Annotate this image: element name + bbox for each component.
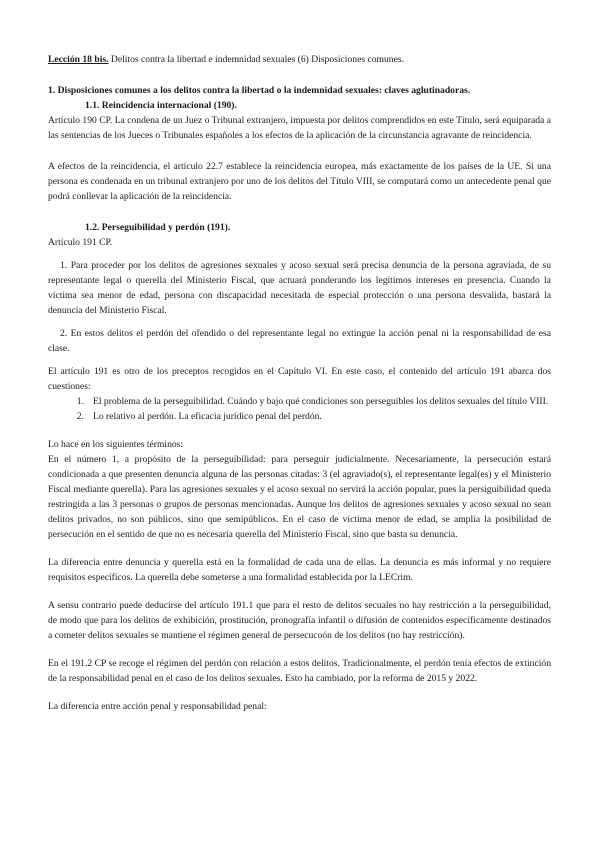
article-191-point-2: 2. En estos delitos el perdón del ofendido o del representante legal no extingue la acción penal ni la responsabilidad de esa clase. — [48, 328, 551, 354]
lesson-label: Lección 18 bis. — [48, 54, 109, 65]
pardon-regime-paragraph: En el 191.2 CP se recoge el régimen del perdón con relación a estos delitos. Tradicionalmente, el perdón tenía efectos de extinción de la responsabilidad penal en el caso de los delitos sexuales. Esto ha cambiado, por la reforma de 2015 y 2022. — [48, 658, 551, 684]
document-page — [48, 52, 551, 714]
perseguibility-paragraph: En el número 1, a propósito de la perseguibilidad: para perseguir judicialmente. Necesariamente, la persecución estará condicionada a que presenten denuncia alguna de las personas citadas: 3 (el agraviado(s), el representante legal(es) y el Ministerio Fiscal mediante querella). Para las agresiones sexuales y el acoso sexual no servirá la acción popular, pues la persiguibilidad queda restringida a las 3 personas o grupos de personas mencionadas. Aunque los delitos de agresiones sexuales y acoso sexual no sean delitos privados, no son públicos, sino que semipúblicos. En el caso de víctima menor de edad, se amplía la posibilidad de persecución en el sentido de que no es necesaria querella del Ministerio Fiscal, sino que basta su denuncia. — [48, 454, 551, 540]
issues-list — [48, 394, 551, 424]
list-item — [48, 394, 551, 409]
terms-intro-line: Lo hace en los siguientes términos: — [48, 439, 184, 450]
list-item-number: 2. — [76, 411, 84, 422]
list-item-text: Lo relativo al perdón. La eficacia jurídico penal del perdón. — [93, 411, 322, 422]
article-191-point-1: 1. Para proceder por los delitos de agresiones sexuales y acoso sexual será precisa denuncia de la persona agraviada, de su representante legal o querella del Ministerio Fiscal, que actuará ponderando los legítimos intereses en presencia. Cuando la víctima sea menor de edad, persona con discapacidad necesitada de especial protección o una persona desvalida, bastará la denuncia del Ministerio Fiscal. — [48, 260, 551, 316]
lesson-heading — [48, 52, 551, 67]
article-190-paragraph: Artículo 190 CP. La condena de un Juez o Tribunal extranjero, impuesta por delitos comprendidos en este Título, será equiparada a las sentencias de los Jueces o Tribunales españoles a los efectos de la aplicación de la circunstancia agravante de reincidencia. — [48, 115, 551, 141]
reincidence-paragraph: A efectos de la reincidencia, el artículo 22.7 establece la reincidencia europea, más exactamente de los países de la UE. Si una persona es condenada en un tribunal extranjero por uno de los delitos del Título VIII, se computará como un antecedente penal que podrá conllevar la aplicación de la reincidencia. — [48, 161, 551, 202]
list-item-text: El problema de la perseguibilidad. Cuándo y bajo qué condiciones son perseguibles los delitos sexuales del título VIII. — [93, 396, 549, 407]
article-191-intro-paragraph: El artículo 191 es otro de los preceptos recogidos en el Capítulo VI. En este caso, el contenido del artículo 191 abarca dos cuestiones: — [48, 366, 551, 392]
section-1-1-title: 1.1. Reincidencia internacional (190). — [85, 100, 237, 111]
article-191-label: Artículo 191 CP. — [48, 237, 113, 248]
list-item-number: 1. — [76, 396, 84, 407]
action-vs-responsibility-line: La diferencia entre acción penal y responsabilidad penal: — [48, 701, 267, 712]
a-sensu-contrario-paragraph: A sensu contrario puede deducirse del artículo 191.1 que para el resto de delitos secuales no hay restricción a la perseguibilidad, de modo que para los delitos de exhibición, prostitución, pronografía infantil o difusión de contenidos específicamente destinados a cometer delitos sexuales se mantiene el régimen general de persecucoón de los delitos (no hay restricción). — [48, 600, 551, 641]
section-1-title: 1. Disposiciones comunes a los delitos contra la libertad o la indemnidad sexuales: claves aglutinadoras. — [48, 85, 471, 96]
list-item — [48, 409, 551, 424]
lesson-title: Delitos contra la libertad e indemnidad sexuales (6) Disposiciones comunes. — [108, 54, 404, 65]
section-1-2-title: 1.2. Perseguibilidad y perdón (191). — [85, 222, 231, 233]
denuncia-querella-paragraph: La diferencia entre denuncia y querella está en la formalidad de cada una de ellas. La denuncia es más informal y no requiere requisitos específicos. La querella debe someterse a una formalidad establecida por la LECrim. — [48, 557, 551, 583]
